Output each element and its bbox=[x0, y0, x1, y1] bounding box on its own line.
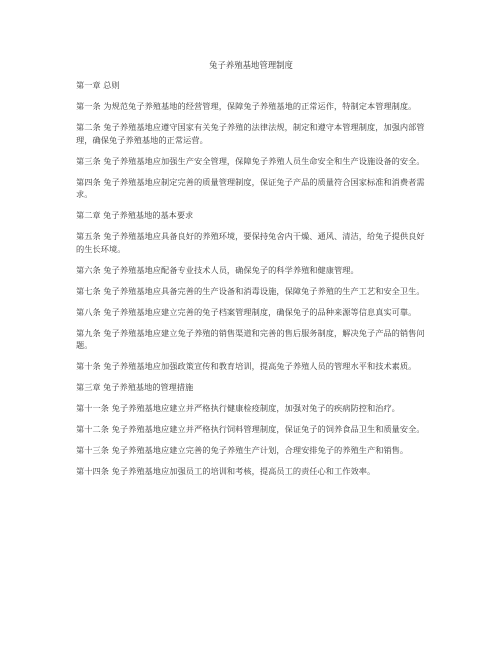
article-paragraph: 第十三条 兔子养殖基地应建立完善的兔子养殖生产计划，合理安排兔子的养殖生产和销售。 bbox=[76, 445, 409, 455]
article-paragraph: 第七条 兔子养殖基地应具备完善的生产设备和消毒设施，保障兔子养殖的生产工艺和安全卫生。 bbox=[76, 285, 425, 296]
chapter-heading: 第二章 兔子养殖基地的基本要求 bbox=[76, 210, 194, 220]
article-paragraph: 第十一条 兔子养殖基地应建立并严格执行健康检疫制度，加强对兔子的疾病防控和治疗。 bbox=[76, 403, 400, 413]
article-paragraph: 第四条 兔子养殖基地应制定完善的质量管理制度，保证兔子产品的质量符合国家标准和消费者需求。 bbox=[76, 176, 425, 199]
chapter-heading: 第一章 总则 bbox=[76, 80, 120, 90]
chapter-heading: 第三章 兔子养殖基地的管理措施 bbox=[76, 382, 194, 392]
article-paragraph: 第九条 兔子养殖基地应建立兔子养殖的销售渠道和完善的售后服务制度，解决兔子产品的销售问题。 bbox=[76, 327, 425, 350]
document-title: 兔子养殖基地管理制度 bbox=[209, 60, 293, 70]
article-paragraph: 第二条 兔子养殖基地应遵守国家有关兔子养殖的法律法规，制定和遵守本管理制度，加强内部管理，确保兔子养殖基地的正常运营。 bbox=[76, 122, 425, 145]
article-paragraph: 第十条 兔子养殖基地应加强政策宣传和教育培训，提高兔子养殖人员的管理水平和技术素质。 bbox=[76, 361, 417, 371]
document-body bbox=[76, 79, 432, 486]
article-paragraph: 第十二条 兔子养殖基地应建立并严格执行饲料管理制度，保证兔子的饲养食品卫生和质量安全。 bbox=[76, 424, 425, 434]
article-paragraph: 第十四条 兔子养殖基地应加强员工的培训和考核，提高员工的责任心和工作效率。 bbox=[76, 466, 376, 476]
article-paragraph: 第六条 兔子养殖基地应配备专业技术人员，确保兔子的科学养殖和健康管理。 bbox=[76, 264, 359, 275]
article-paragraph: 第三条 兔子养殖基地应加强生产安全管理，保障兔子养殖人员生命安全和生产设施设备的安全。 bbox=[76, 155, 425, 166]
article-paragraph: 第一条 为规范兔子养殖基地的经营管理，保障兔子养殖基地的正常运作，特制定本管理制度。 bbox=[76, 101, 417, 111]
article-paragraph: 第八条 兔子养殖基地应建立完善的兔子档案管理制度，确保兔子的品种来源等信息真实可靠。 bbox=[76, 306, 417, 317]
article-paragraph: 第五条 兔子养殖基地应具备良好的养殖环境，要保持兔舍内干燥、通风、清洁，给兔子提供良好的生长环境。 bbox=[76, 231, 425, 254]
